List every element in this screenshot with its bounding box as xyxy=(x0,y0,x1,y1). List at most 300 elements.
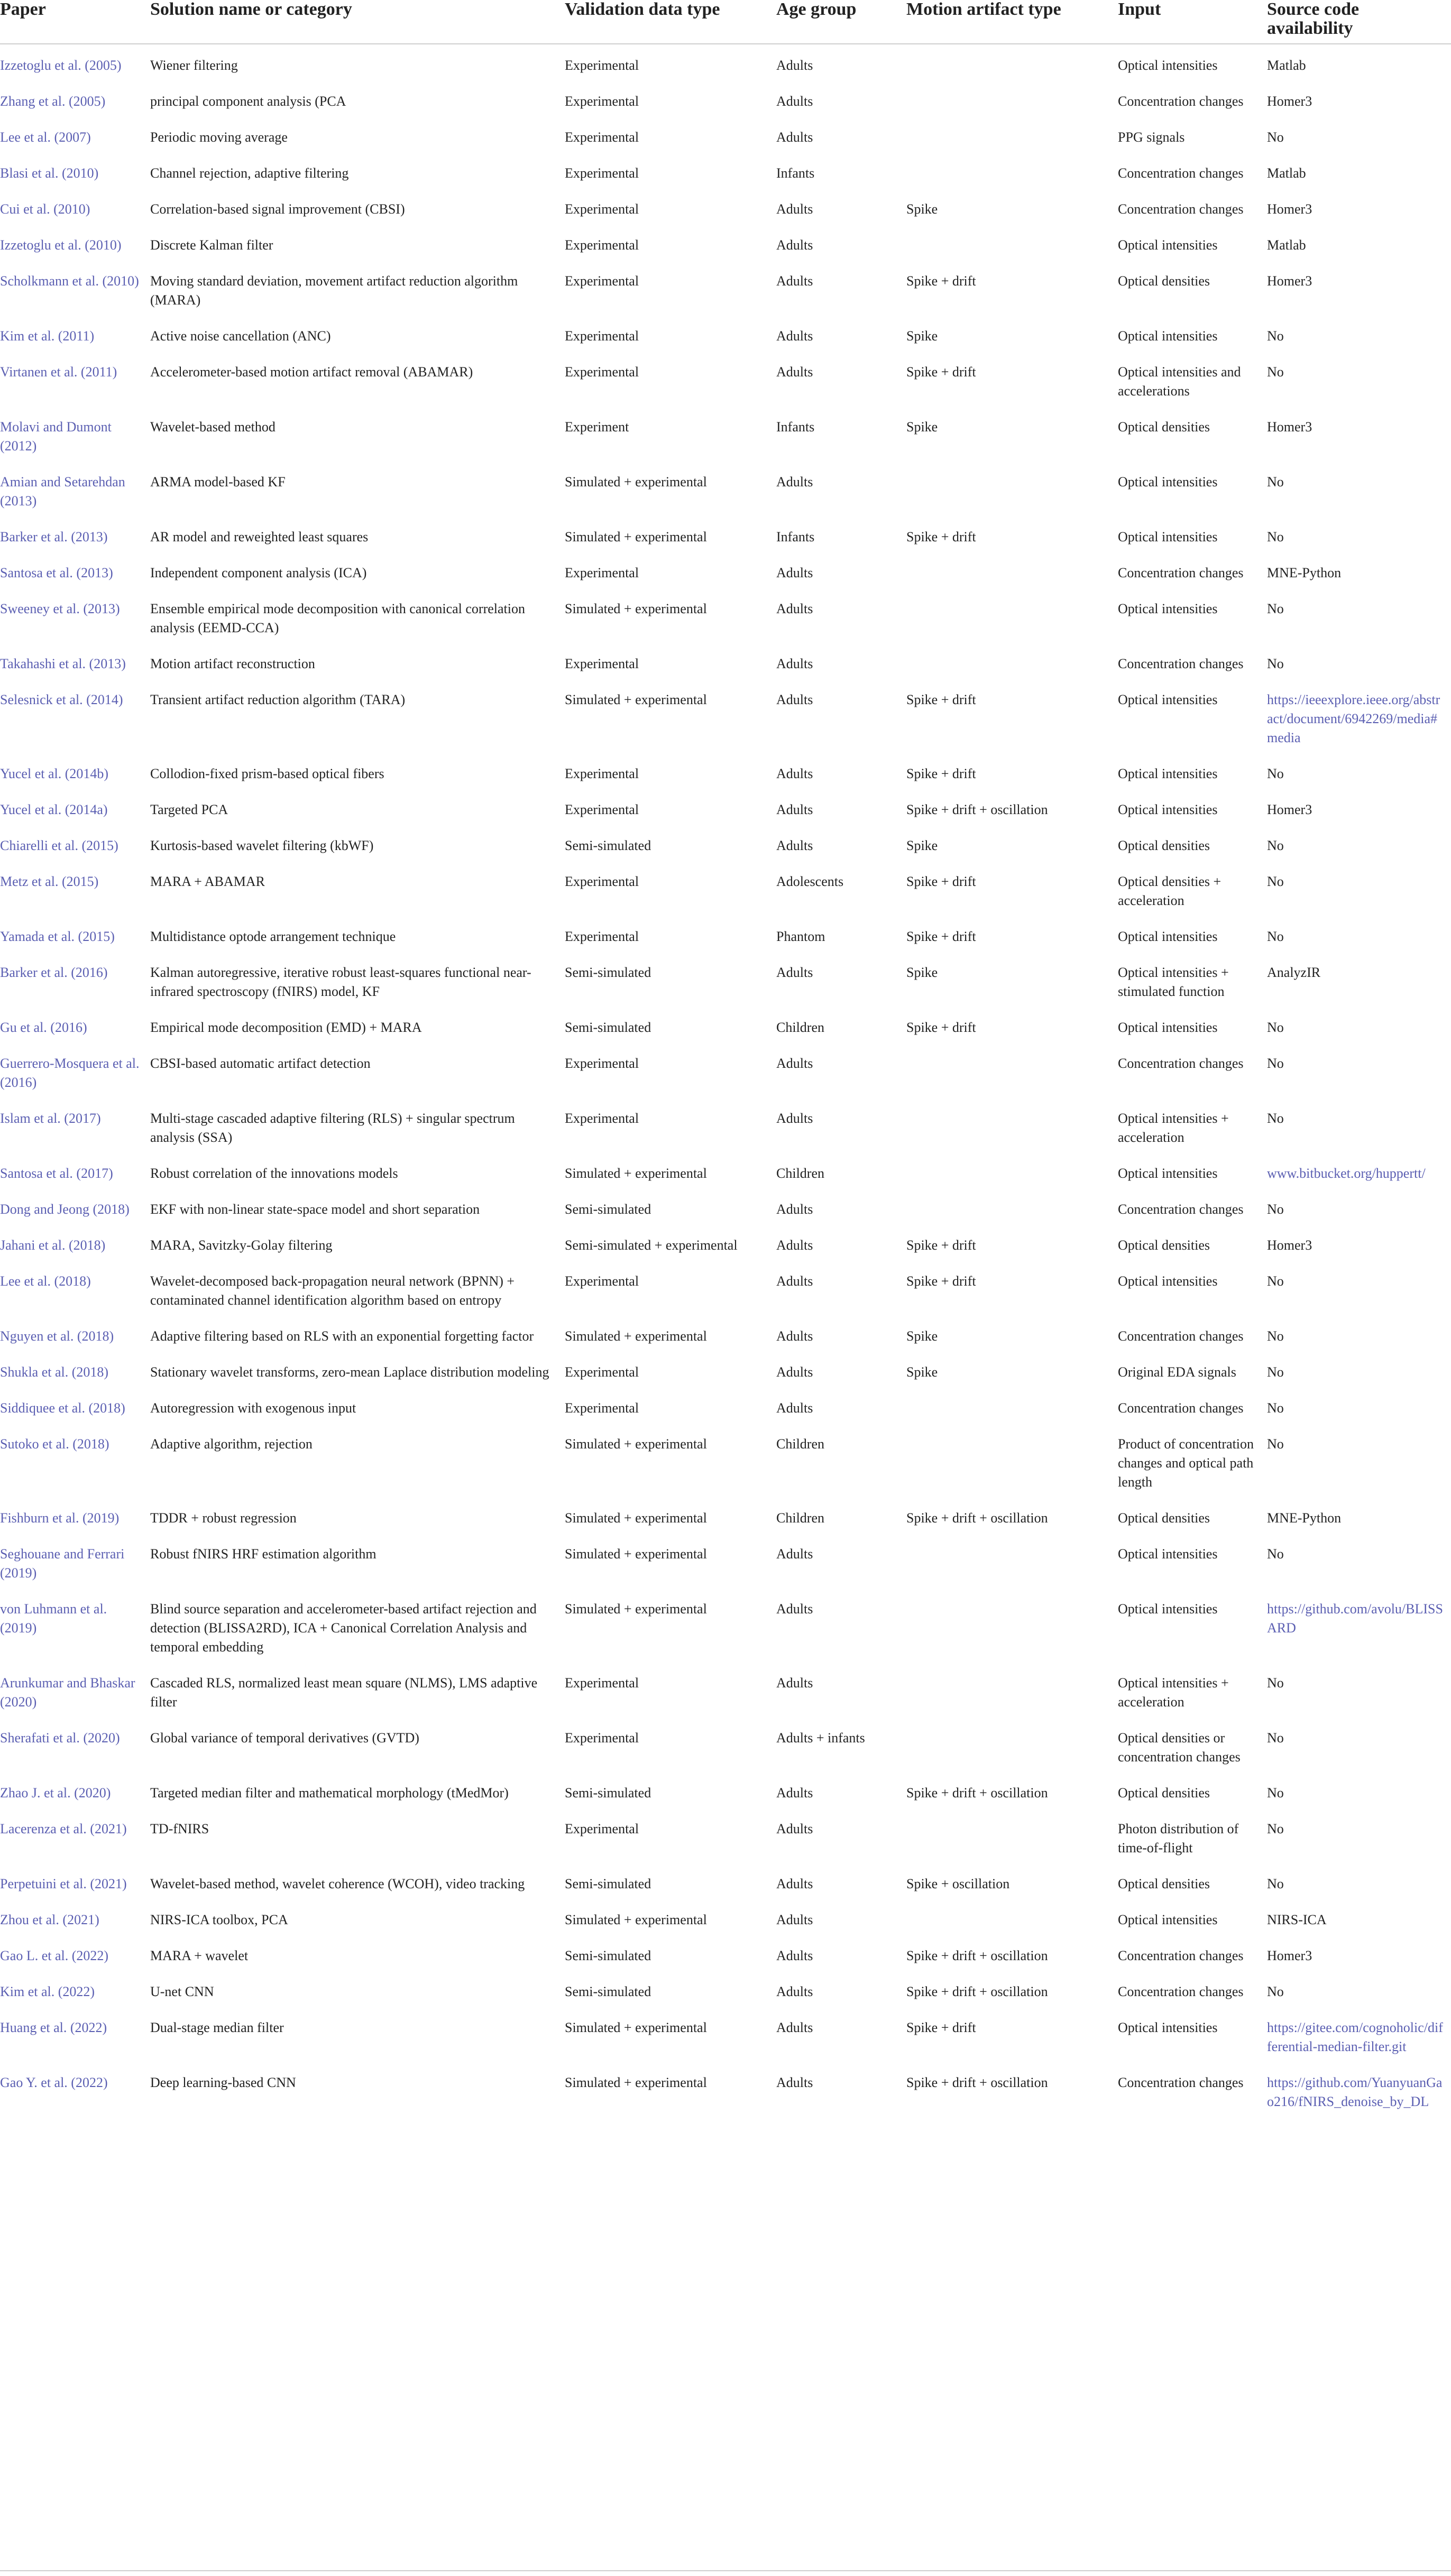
input-cell: Optical intensities xyxy=(1118,1601,1218,1617)
age-cell: Adults xyxy=(776,2075,813,2090)
paper-cell[interactable]: Kim et al. (2011) xyxy=(0,328,95,344)
validation-cell: Experimental xyxy=(565,1056,639,1071)
source-code-cell: No xyxy=(1267,874,1284,889)
age-cell: Adults xyxy=(776,1400,813,1416)
input-cell: Concentration changes xyxy=(1118,1400,1244,1416)
age-cell: Adults xyxy=(776,1821,813,1836)
input-cell: Optical intensities xyxy=(1118,929,1218,944)
paper-cell[interactable]: Zhou et al. (2021) xyxy=(0,1912,99,1927)
table-row xyxy=(0,224,1451,260)
source-code-cell: No xyxy=(1267,766,1284,781)
age-cell: Phantom xyxy=(776,929,825,944)
paper-cell[interactable]: Lee et al. (2007) xyxy=(0,130,91,145)
validation-cell: Semi-simulated xyxy=(565,1876,651,1891)
paper-cell[interactable]: Santosa et al. (2013) xyxy=(0,565,113,580)
source-code-cell: NIRS-ICA xyxy=(1267,1912,1327,1927)
validation-cell: Simulated + experimental xyxy=(565,692,707,707)
input-cell: Concentration changes xyxy=(1118,1202,1244,1217)
motion-artifact-cell xyxy=(906,1533,1118,1588)
col-motion-header: Motion artifact type xyxy=(906,0,1118,44)
input-cell: Optical intensities xyxy=(1118,529,1218,544)
solution-cell: Channel rejection, adaptive filtering xyxy=(150,165,349,181)
input-cell: Optical intensities xyxy=(1118,601,1218,616)
motion-artifact-cell xyxy=(906,1042,1118,1097)
input-cell: Optical intensities xyxy=(1118,474,1218,490)
source-code-cell: No xyxy=(1267,1020,1284,1035)
table-row xyxy=(0,1899,1451,1935)
solution-cell: Wavelet-based method, wavelet coherence (WCOH), video tracking xyxy=(150,1876,525,1891)
motion-artifact-cell: Spike + drift xyxy=(906,364,976,380)
table-row xyxy=(0,351,1451,406)
input-cell: Optical densities xyxy=(1118,1876,1210,1891)
age-cell: Children xyxy=(776,1020,824,1035)
age-cell: Adults xyxy=(776,237,813,253)
solution-cell: Dual-stage median filter xyxy=(150,2020,284,2035)
solution-cell: Adaptive algorithm, rejection xyxy=(150,1436,313,1452)
paper-cell[interactable]: Lee et al. (2018) xyxy=(0,1273,91,1289)
paper-cell[interactable]: Jahani et al. (2018) xyxy=(0,1238,106,1253)
motion-artifact-cell: Spike + drift xyxy=(906,273,976,289)
age-cell: Adults xyxy=(776,1912,813,1927)
table-row xyxy=(0,588,1451,643)
source-code-cell: No xyxy=(1267,1202,1284,1217)
paper-cell[interactable]: Gao L. et al. (2022) xyxy=(0,1948,109,1963)
solution-cell: U-net CNN xyxy=(150,1984,214,1999)
age-cell: Adults xyxy=(776,1984,813,1999)
solution-cell: TDDR + robust regression xyxy=(150,1510,297,1526)
table-row xyxy=(0,1224,1451,1260)
motion-artifact-cell: Spike + drift xyxy=(906,874,976,889)
validation-cell: Experimental xyxy=(565,328,639,344)
validation-cell: Simulated + experimental xyxy=(565,1912,707,1927)
validation-cell: Simulated + experimental xyxy=(565,2075,707,2090)
paper-cell[interactable]: Sweeney et al. (2013) xyxy=(0,601,120,616)
motion-artifact-cell: Spike + drift + oscillation xyxy=(906,1510,1048,1526)
paper-cell[interactable]: Zhang et al. (2005) xyxy=(0,94,106,109)
validation-cell: Experimental xyxy=(565,1675,639,1691)
col-input-header: Input xyxy=(1118,0,1267,44)
solution-cell: Targeted PCA xyxy=(150,802,228,817)
table-row xyxy=(0,1007,1451,1042)
age-cell: Adults xyxy=(776,364,813,380)
input-cell: Optical intensities xyxy=(1118,1912,1218,1927)
motion-artifact-cell xyxy=(906,461,1118,516)
input-cell: Optical intensities xyxy=(1118,1273,1218,1289)
age-cell: Adults + infants xyxy=(776,1730,865,1746)
table-row xyxy=(0,152,1451,188)
solution-cell: Moving standard deviation, movement artifact reduction algorithm (MARA) xyxy=(150,273,518,308)
solution-cell: Accelerometer-based motion artifact removal (ABAMAR) xyxy=(150,364,473,380)
source-code-link[interactable]: https://gitee.com/cognoholic/differential-median-filter.git xyxy=(1267,2020,1443,2054)
age-cell: Adults xyxy=(776,1601,813,1617)
source-code-cell: No xyxy=(1267,1675,1284,1691)
table-row xyxy=(0,1423,1451,1497)
source-code-cell: No xyxy=(1267,328,1284,344)
source-code-cell: No xyxy=(1267,656,1284,671)
solution-cell: Autoregression with exogenous input xyxy=(150,1400,356,1416)
input-cell: Original EDA signals xyxy=(1118,1364,1236,1380)
table-row xyxy=(0,789,1451,825)
source-code-cell: No xyxy=(1267,1056,1284,1071)
motion-artifact-cell: Spike + drift xyxy=(906,692,976,707)
validation-cell: Experimental xyxy=(565,364,639,380)
solution-cell: Adaptive filtering based on RLS with an exponential forgetting factor xyxy=(150,1328,534,1344)
solution-cell: Independent component analysis (ICA) xyxy=(150,565,367,580)
paper-cell[interactable]: Arunkumar and Bhaskar (2020) xyxy=(0,1675,135,1710)
solution-cell: Periodic moving average xyxy=(150,130,288,145)
table-row xyxy=(0,679,1451,753)
table-header xyxy=(0,0,1451,44)
validation-cell: Experimental xyxy=(565,766,639,781)
source-code-cell: No xyxy=(1267,1546,1284,1562)
source-code-link[interactable]: https://github.com/avolu/BLISSARD xyxy=(1267,1601,1443,1636)
validation-cell: Experimental xyxy=(565,273,639,289)
paper-cell[interactable]: Perpetuini et al. (2021) xyxy=(0,1876,127,1891)
solution-cell: Discrete Kalman filter xyxy=(150,237,273,253)
source-code-cell: MNE-Python xyxy=(1267,1510,1342,1526)
input-cell: Concentration changes xyxy=(1118,1984,1244,1999)
source-code-link[interactable]: www.bitbucket.org/huppertt/ xyxy=(1267,1166,1426,1181)
motion-artifact-cell xyxy=(906,1662,1118,1717)
input-cell: Optical intensities xyxy=(1118,328,1218,344)
source-code-cell: No xyxy=(1267,364,1284,380)
validation-cell: Experimental xyxy=(565,1400,639,1416)
paper-cell[interactable]: Izzetoglu et al. (2005) xyxy=(0,58,122,73)
paper-cell[interactable]: Shukla et al. (2018) xyxy=(0,1364,109,1380)
motion-artifact-cell xyxy=(906,1808,1118,1863)
table-row xyxy=(0,952,1451,1007)
input-cell: Concentration changes xyxy=(1118,2075,1244,2090)
input-cell: Optical intensities xyxy=(1118,1020,1218,1035)
table-row xyxy=(0,1772,1451,1808)
paper-cell[interactable]: Sherafati et al. (2020) xyxy=(0,1730,120,1746)
paper-cell[interactable]: Barker et al. (2013) xyxy=(0,529,108,544)
age-cell: Adults xyxy=(776,692,813,707)
motion-artifact-cell xyxy=(906,80,1118,116)
age-cell: Adults xyxy=(776,130,813,145)
validation-cell: Simulated + experimental xyxy=(565,1328,707,1344)
source-code-cell: AnalyzIR xyxy=(1267,965,1321,980)
paper-cell[interactable]: Blasi et al. (2010) xyxy=(0,165,99,181)
motion-artifact-cell: Spike xyxy=(906,201,938,217)
age-cell: Adults xyxy=(776,965,813,980)
validation-cell: Experimental xyxy=(565,565,639,580)
paper-cell[interactable]: Molavi and Dumont (2012) xyxy=(0,419,112,454)
table-row xyxy=(0,861,1451,916)
paper-cell[interactable]: Guerrero-Mosquera et al. (2016) xyxy=(0,1056,140,1090)
motion-artifact-cell xyxy=(906,152,1118,188)
validation-cell: Experimental xyxy=(565,165,639,181)
input-cell: Optical intensities + acceleration xyxy=(1118,1111,1229,1145)
source-code-cell: No xyxy=(1267,1821,1284,1836)
solution-cell: NIRS-ICA toolbox, PCA xyxy=(150,1912,288,1927)
validation-cell: Semi-simulated xyxy=(565,1984,651,1999)
motion-artifact-cell: Spike + drift + oscillation xyxy=(906,802,1048,817)
source-code-cell: No xyxy=(1267,1730,1284,1746)
paper-cell[interactable]: Kim et al. (2022) xyxy=(0,1984,95,1999)
input-cell: Optical intensities xyxy=(1118,692,1218,707)
solution-cell: Cascaded RLS, normalized least mean square (NLMS), LMS adaptive filter xyxy=(150,1675,538,1710)
validation-cell: Simulated + experimental xyxy=(565,1510,707,1526)
input-cell: Optical intensities + acceleration xyxy=(1118,1675,1229,1710)
source-code-cell: Homer3 xyxy=(1267,1948,1312,1963)
validation-cell: Semi-simulated xyxy=(565,1948,651,1963)
table-row xyxy=(0,1497,1451,1533)
motion-artifact-cell: Spike + drift xyxy=(906,2020,976,2035)
source-code-cell: Homer3 xyxy=(1267,419,1312,435)
table-row xyxy=(0,1351,1451,1387)
source-code-cell: No xyxy=(1267,1785,1284,1801)
solution-cell: Kurtosis-based wavelet filtering (kbWF) xyxy=(150,838,374,853)
motion-artifact-cell xyxy=(906,1152,1118,1188)
paper-cell[interactable]: Huang et al. (2022) xyxy=(0,2020,107,2035)
table-row xyxy=(0,461,1451,516)
solution-cell: Collodion-fixed prism-based optical fibers xyxy=(150,766,384,781)
input-cell: Optical densities or concentration changes xyxy=(1118,1730,1241,1765)
source-code-cell: Matlab xyxy=(1267,165,1306,181)
validation-cell: Semi-simulated xyxy=(565,1785,651,1801)
paper-cell[interactable]: Yamada et al. (2015) xyxy=(0,929,115,944)
age-cell: Adults xyxy=(776,474,813,490)
age-cell: Adults xyxy=(776,1273,813,1289)
solution-cell: Multidistance optode arrangement technique xyxy=(150,929,396,944)
motion-artifact-cell: Spike xyxy=(906,419,938,435)
table-row xyxy=(0,825,1451,861)
input-cell: Concentration changes xyxy=(1118,94,1244,109)
bottom-rule xyxy=(0,2570,1451,2571)
table-row xyxy=(0,1387,1451,1423)
motion-artifact-cell: Spike + oscillation xyxy=(906,1876,1010,1891)
validation-cell: Semi-simulated xyxy=(565,965,651,980)
age-cell: Adults xyxy=(776,1546,813,1562)
paper-cell[interactable]: Chiarelli et al. (2015) xyxy=(0,838,118,853)
age-cell: Adults xyxy=(776,766,813,781)
validation-cell: Simulated + experimental xyxy=(565,1436,707,1452)
table-row xyxy=(0,1152,1451,1188)
table-body xyxy=(0,44,1451,2117)
paper-cell[interactable]: Amian and Setarehdan (2013) xyxy=(0,474,125,509)
solution-cell: MARA, Savitzky-Golay filtering xyxy=(150,1238,333,1253)
motion-artifact-cell xyxy=(906,1717,1118,1772)
input-cell: Optical intensities and accelerations xyxy=(1118,364,1241,399)
paper-cell[interactable]: Metz et al. (2015) xyxy=(0,874,99,889)
motion-artifact-cell xyxy=(906,1387,1118,1423)
source-code-cell: Homer3 xyxy=(1267,94,1312,109)
source-code-cell: No xyxy=(1267,130,1284,145)
age-cell: Adults xyxy=(776,565,813,580)
table-row xyxy=(0,1588,1451,1662)
validation-cell: Simulated + experimental xyxy=(565,1166,707,1181)
col-validation-header: Validation data type xyxy=(565,0,776,44)
paper-cell[interactable]: von Luhmann et al. (2019) xyxy=(0,1601,107,1636)
input-cell: PPG signals xyxy=(1118,130,1185,145)
solution-cell: CBSI-based automatic artifact detection xyxy=(150,1056,371,1071)
motion-artifact-cell: Spike xyxy=(906,328,938,344)
age-cell: Adults xyxy=(776,656,813,671)
validation-cell: Experimental xyxy=(565,1111,639,1126)
paper-cell[interactable]: Siddiquee et al. (2018) xyxy=(0,1400,125,1416)
input-cell: Concentration changes xyxy=(1118,565,1244,580)
input-cell: Concentration changes xyxy=(1118,1056,1244,1071)
paper-cell[interactable]: Virtanen et al. (2011) xyxy=(0,364,117,380)
age-cell: Adults xyxy=(776,1328,813,1344)
motion-artifact-cell xyxy=(906,643,1118,679)
paper-cell[interactable]: Nguyen et al. (2018) xyxy=(0,1328,114,1344)
solution-cell: Multi-stage cascaded adaptive filtering (RLS) + singular spectrum analysis (SSA) xyxy=(150,1111,515,1145)
validation-cell: Experimental xyxy=(565,656,639,671)
table-row xyxy=(0,188,1451,224)
paper-cell[interactable]: Cui et al. (2010) xyxy=(0,201,90,217)
input-cell: Optical densities xyxy=(1118,1785,1210,1801)
table-row xyxy=(0,1717,1451,1772)
validation-cell: Simulated + experimental xyxy=(565,474,707,490)
age-cell: Adults xyxy=(776,838,813,853)
source-code-cell: No xyxy=(1267,1111,1284,1126)
table-row xyxy=(0,2007,1451,2062)
paper-cell[interactable]: Dong and Jeong (2018) xyxy=(0,1202,130,1217)
paper-cell[interactable]: Fishburn et al. (2019) xyxy=(0,1510,120,1526)
solution-cell: MARA + wavelet xyxy=(150,1948,249,1963)
solution-cell: Robust correlation of the innovations models xyxy=(150,1166,398,1181)
paper-cell[interactable]: Seghouane and Ferrari (2019) xyxy=(0,1546,125,1581)
validation-cell: Experimental xyxy=(565,1364,639,1380)
validation-cell: Experimental xyxy=(565,874,639,889)
input-cell: Optical intensities xyxy=(1118,2020,1218,2035)
motion-artifact-cell: Spike + drift xyxy=(906,766,976,781)
input-cell: Concentration changes xyxy=(1118,1948,1244,1963)
age-cell: Adults xyxy=(776,1238,813,1253)
paper-cell[interactable]: Yucel et al. (2014a) xyxy=(0,802,108,817)
source-code-link[interactable]: https://github.com/YuanyuanGao216/fNIRS_denoise_by_DL xyxy=(1267,2075,1443,2109)
table-row xyxy=(0,1188,1451,1224)
solution-cell: Transient artifact reduction algorithm (TARA) xyxy=(150,692,406,707)
age-cell: Adults xyxy=(776,1364,813,1380)
validation-cell: Experimental xyxy=(565,94,639,109)
motion-artifact-cell: Spike + drift xyxy=(906,929,976,944)
table-row xyxy=(0,1935,1451,1971)
paper-cell[interactable]: Scholkmann et al. (2010) xyxy=(0,273,139,289)
input-cell: Optical intensities xyxy=(1118,766,1218,781)
age-cell: Adults xyxy=(776,2020,813,2035)
table-row xyxy=(0,80,1451,116)
validation-cell: Experimental xyxy=(565,201,639,217)
validation-cell: Simulated + experimental xyxy=(565,601,707,616)
motion-artifact-cell: Spike + drift + oscillation xyxy=(906,1948,1048,1963)
validation-cell: Semi-simulated xyxy=(565,838,651,853)
solution-cell: Stationary wavelet transforms, zero-mean Laplace distribution modeling xyxy=(150,1364,549,1380)
input-cell: Optical intensities xyxy=(1118,58,1218,73)
table-row xyxy=(0,1533,1451,1588)
solution-cell: Empirical mode decomposition (EMD) + MARA xyxy=(150,1020,422,1035)
table-row xyxy=(0,1808,1451,1863)
table-row xyxy=(0,260,1451,315)
input-cell: Optical densities xyxy=(1118,273,1210,289)
table-row xyxy=(0,1662,1451,1717)
motion-artifact-cell: Spike xyxy=(906,1364,938,1380)
paper-cell[interactable]: Gao Y. et al. (2022) xyxy=(0,2075,108,2090)
input-cell: Optical densities xyxy=(1118,1238,1210,1253)
table-row xyxy=(0,1971,1451,2007)
age-cell: Infants xyxy=(776,419,815,435)
paper-cell[interactable]: Takahashi et al. (2013) xyxy=(0,656,126,671)
source-code-cell: Matlab xyxy=(1267,58,1306,73)
table-row xyxy=(0,1315,1451,1351)
solution-cell: ARMA model-based KF xyxy=(150,474,286,490)
validation-cell: Simulated + experimental xyxy=(565,529,707,544)
col-paper-header: Paper xyxy=(0,0,150,44)
table-row xyxy=(0,1042,1451,1097)
age-cell: Children xyxy=(776,1510,824,1526)
paper-cell[interactable]: Selesnick et al. (2014) xyxy=(0,692,123,707)
solution-cell: Wiener filtering xyxy=(150,58,238,73)
table-row xyxy=(0,1863,1451,1899)
validation-cell: Experimental xyxy=(565,58,639,73)
age-cell: Children xyxy=(776,1436,824,1452)
table-row xyxy=(0,1097,1451,1152)
source-code-cell: No xyxy=(1267,1328,1284,1344)
motion-artifact-cell: Spike + drift xyxy=(906,1238,976,1253)
paper-cell[interactable]: Sutoko et al. (2018) xyxy=(0,1436,109,1452)
motion-artifact-cell xyxy=(906,1588,1118,1662)
validation-cell: Semi-simulated xyxy=(565,1202,651,1217)
paper-cell[interactable]: Zhao J. et al. (2020) xyxy=(0,1785,111,1801)
paper-cell[interactable]: Islam et al. (2017) xyxy=(0,1111,101,1126)
validation-cell: Experimental xyxy=(565,929,639,944)
table-row xyxy=(0,44,1451,80)
table-row xyxy=(0,2062,1451,2117)
source-code-link[interactable]: https://ieeexplore.ieee.org/abstract/document/6942269/media#media xyxy=(1267,692,1440,745)
validation-cell: Semi-simulated xyxy=(565,1020,651,1035)
source-code-cell: Homer3 xyxy=(1267,1238,1312,1253)
input-cell: Optical intensities + stimulated function xyxy=(1118,965,1229,999)
validation-cell: Experimental xyxy=(565,237,639,253)
motion-artifact-cell xyxy=(906,1899,1118,1935)
table-row xyxy=(0,552,1451,588)
motion-artifact-cell: Spike + drift + oscillation xyxy=(906,1984,1048,1999)
input-cell: Optical intensities xyxy=(1118,802,1218,817)
paper-cell[interactable]: Izzetoglu et al. (2010) xyxy=(0,237,122,253)
table-row xyxy=(0,516,1451,552)
input-cell: Optical intensities xyxy=(1118,1546,1218,1562)
paper-cell[interactable]: Gu et al. (2016) xyxy=(0,1020,87,1035)
age-cell: Infants xyxy=(776,529,815,544)
source-code-cell: Matlab xyxy=(1267,237,1306,253)
paper-cell[interactable]: Yucel et al. (2014b) xyxy=(0,766,109,781)
paper-cell[interactable]: Santosa et al. (2017) xyxy=(0,1166,113,1181)
age-cell: Adults xyxy=(776,328,813,344)
solution-cell: Ensemble empirical mode decomposition with canonical correlation analysis (EEMD-CCA) xyxy=(150,601,525,635)
age-cell: Adults xyxy=(776,58,813,73)
motion-artifact-cell: Spike xyxy=(906,838,938,853)
validation-cell: Experimental xyxy=(565,802,639,817)
source-code-cell: No xyxy=(1267,474,1284,490)
motion-artifact-cell: Spike + drift xyxy=(906,1273,976,1289)
age-cell: Adults xyxy=(776,1785,813,1801)
age-cell: Children xyxy=(776,1166,824,1181)
source-code-cell: No xyxy=(1267,1400,1284,1416)
solution-cell: TD-fNIRS xyxy=(150,1821,209,1836)
source-code-cell: No xyxy=(1267,1364,1284,1380)
validation-cell: Simulated + experimental xyxy=(565,2020,707,2035)
paper-cell[interactable]: Barker et al. (2016) xyxy=(0,965,108,980)
motion-artifact-cell xyxy=(906,1097,1118,1152)
age-cell: Adults xyxy=(776,1111,813,1126)
input-cell: Photon distribution of time-of-flight xyxy=(1118,1821,1239,1855)
paper-cell[interactable]: Lacerenza et al. (2021) xyxy=(0,1821,127,1836)
validation-cell: Semi-simulated + experimental xyxy=(565,1238,738,1253)
age-cell: Adults xyxy=(776,201,813,217)
motion-artifact-cell xyxy=(906,588,1118,643)
